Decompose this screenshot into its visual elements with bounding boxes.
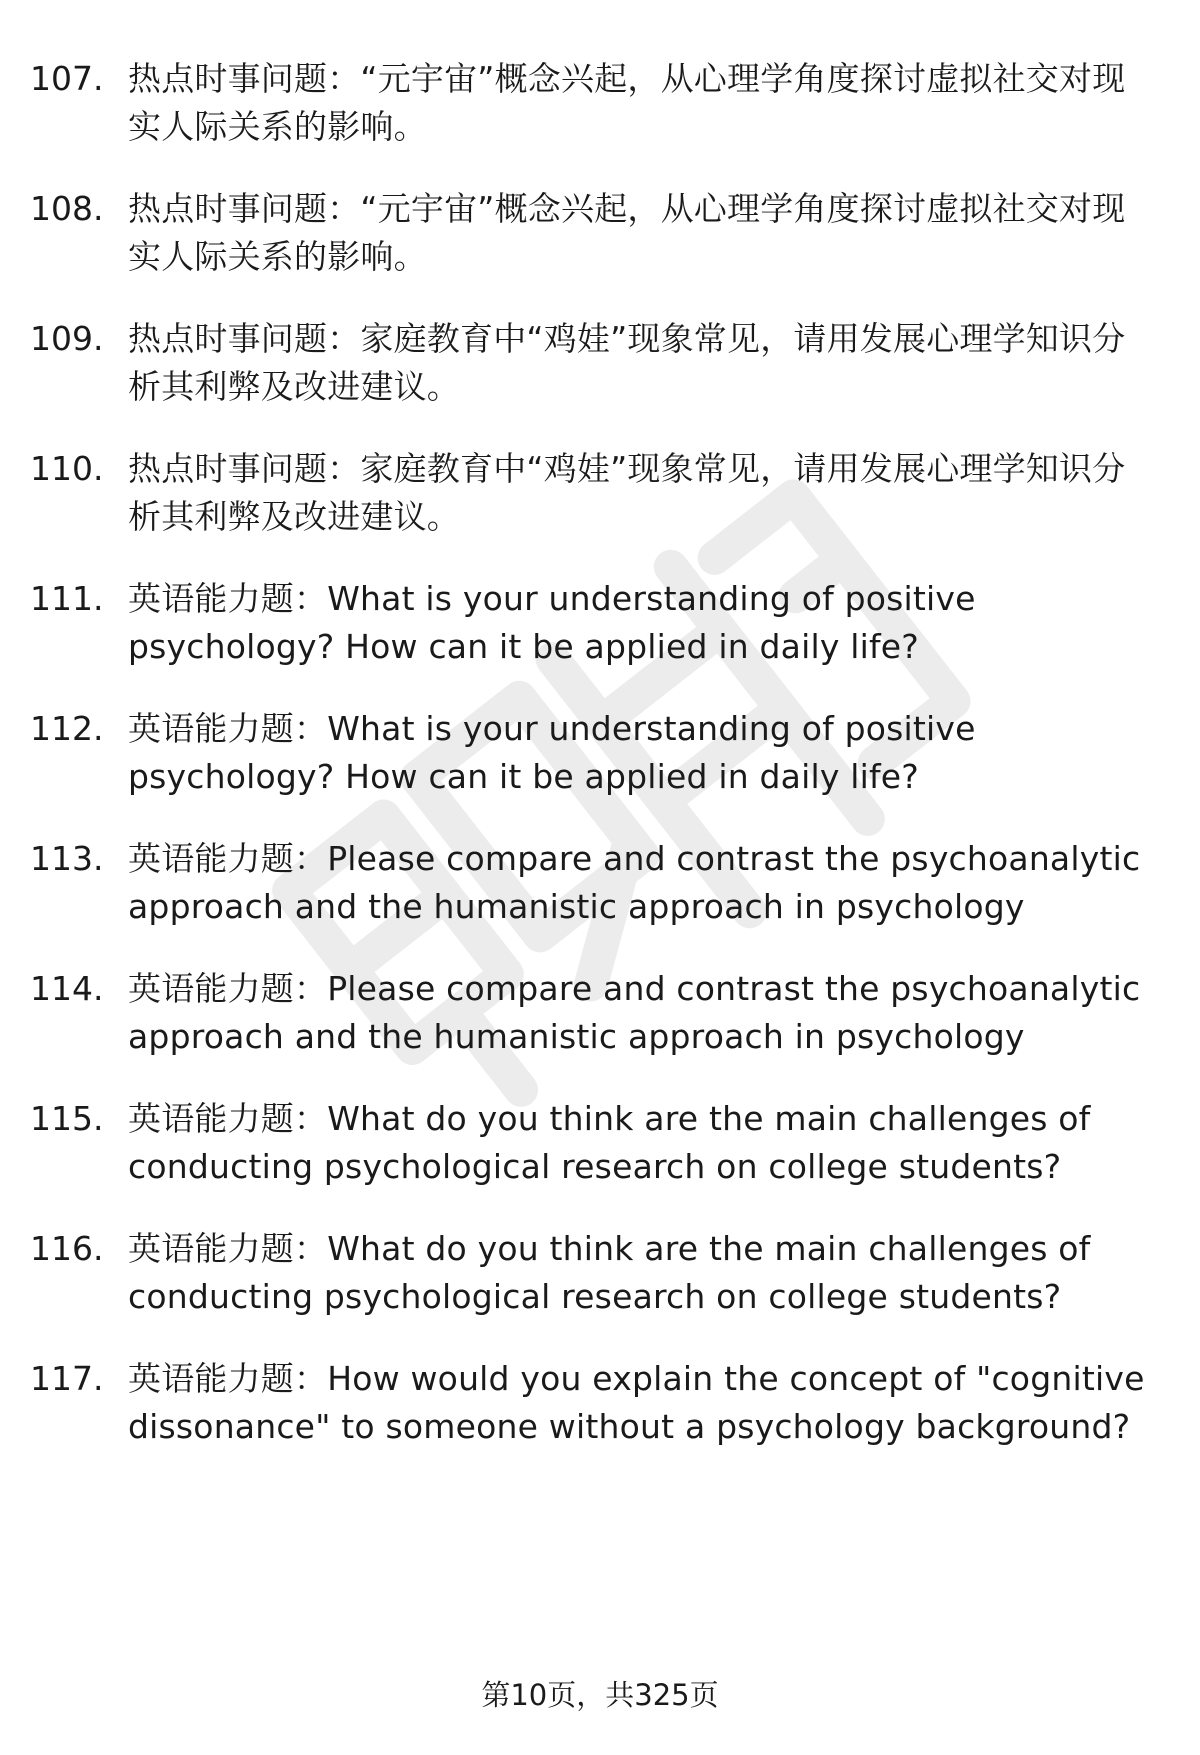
question-item [30, 705, 1150, 801]
question-text: 英语能力题：What do you think are the main challenges of conducting psychological research on college students? [128, 1099, 1091, 1186]
question-number: 116. [30, 1229, 104, 1268]
question-text: 热点时事问题：“元宇宙”概念兴起，从心理学角度探讨虚拟社交对现实人际关系的影响。 [128, 189, 1126, 276]
question-number: 114. [30, 969, 104, 1008]
page-number-label: 第10页，共325页 [481, 1678, 719, 1712]
page-footer [0, 1675, 1200, 1715]
question-item [30, 315, 1150, 411]
question-item [30, 1095, 1150, 1191]
question-item [30, 1225, 1150, 1321]
question-number: 110. [30, 449, 104, 488]
question-list [30, 55, 1150, 1485]
question-number: 115. [30, 1099, 104, 1138]
question-item [30, 965, 1150, 1061]
question-text: 英语能力题：What is your understanding of positive psychology? How can it be applied in daily life? [128, 709, 976, 796]
question-number: 113. [30, 839, 104, 878]
question-item [30, 445, 1150, 541]
question-text: 英语能力题：What is your understanding of positive psychology? How can it be applied in daily life? [128, 579, 976, 666]
question-number: 112. [30, 709, 104, 748]
question-text: 英语能力题：Please compare and contrast the psychoanalytic approach and the humanistic approach in psychology [128, 969, 1141, 1056]
question-item [30, 835, 1150, 931]
question-number: 109. [30, 319, 104, 358]
question-item [30, 575, 1150, 671]
question-number: 107. [30, 59, 104, 98]
question-number: 111. [30, 579, 104, 618]
question-text: 英语能力题：How would you explain the concept of "cognitive dissonance" to someone without a psychology background? [128, 1359, 1145, 1446]
question-number: 108. [30, 189, 104, 228]
question-text: 英语能力题：Please compare and contrast the psychoanalytic approach and the humanistic approach in psychology [128, 839, 1141, 926]
question-item [30, 1355, 1150, 1451]
question-text: 热点时事问题：家庭教育中“鸡娃”现象常见，请用发展心理学知识分析其利弊及改进建议。 [128, 319, 1126, 406]
question-text: 热点时事问题：家庭教育中“鸡娃”现象常见，请用发展心理学知识分析其利弊及改进建议。 [128, 449, 1126, 536]
question-item [30, 55, 1150, 151]
question-text: 热点时事问题：“元宇宙”概念兴起，从心理学角度探讨虚拟社交对现实人际关系的影响。 [128, 59, 1126, 146]
question-text: 英语能力题：What do you think are the main challenges of conducting psychological research on college students? [128, 1229, 1091, 1316]
question-item [30, 185, 1150, 281]
question-number: 117. [30, 1359, 104, 1398]
